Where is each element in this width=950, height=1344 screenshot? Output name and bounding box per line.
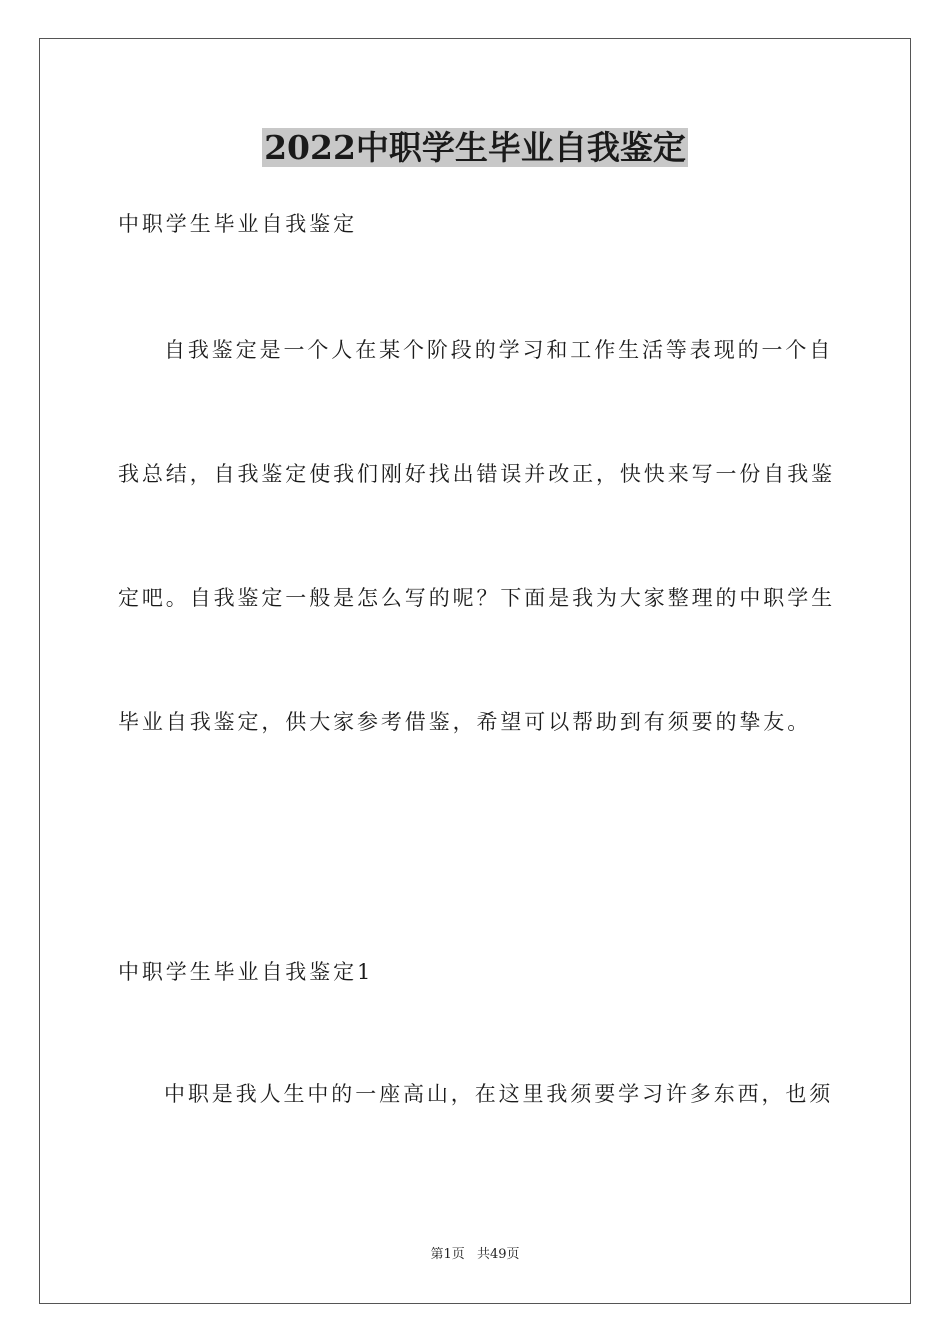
document-title-text: 2022中职学生毕业自我鉴定 (264, 128, 686, 167)
intro-line-4: 毕业自我鉴定，供大家参考借鉴，希望可以帮助到有须要的挚友。 (118, 710, 812, 734)
document-title (0, 126, 950, 170)
document-subtitle: 中职学生毕业自我鉴定 (118, 212, 357, 236)
intro-line-2: 我总结，自我鉴定使我们刚好找出错误并改正，快快来写一份自我鉴 (118, 462, 835, 486)
total-pages: 共49页 (476, 1247, 520, 1262)
section-line-1: 中职是我人生中的一座高山，在这里我须要学习许多东西，也须 (164, 1082, 834, 1106)
section-heading: 中职学生毕业自我鉴定1 (118, 960, 374, 984)
intro-line-3: 定吧。自我鉴定一般是怎么写的呢？下面是我为大家整理的中职学生 (118, 586, 835, 610)
intro-line-1: 自我鉴定是一个人在某个阶段的学习和工作生活等表现的一个自 (164, 338, 834, 362)
page-footer (0, 1246, 950, 1264)
page-number: 第1页 (430, 1247, 465, 1262)
